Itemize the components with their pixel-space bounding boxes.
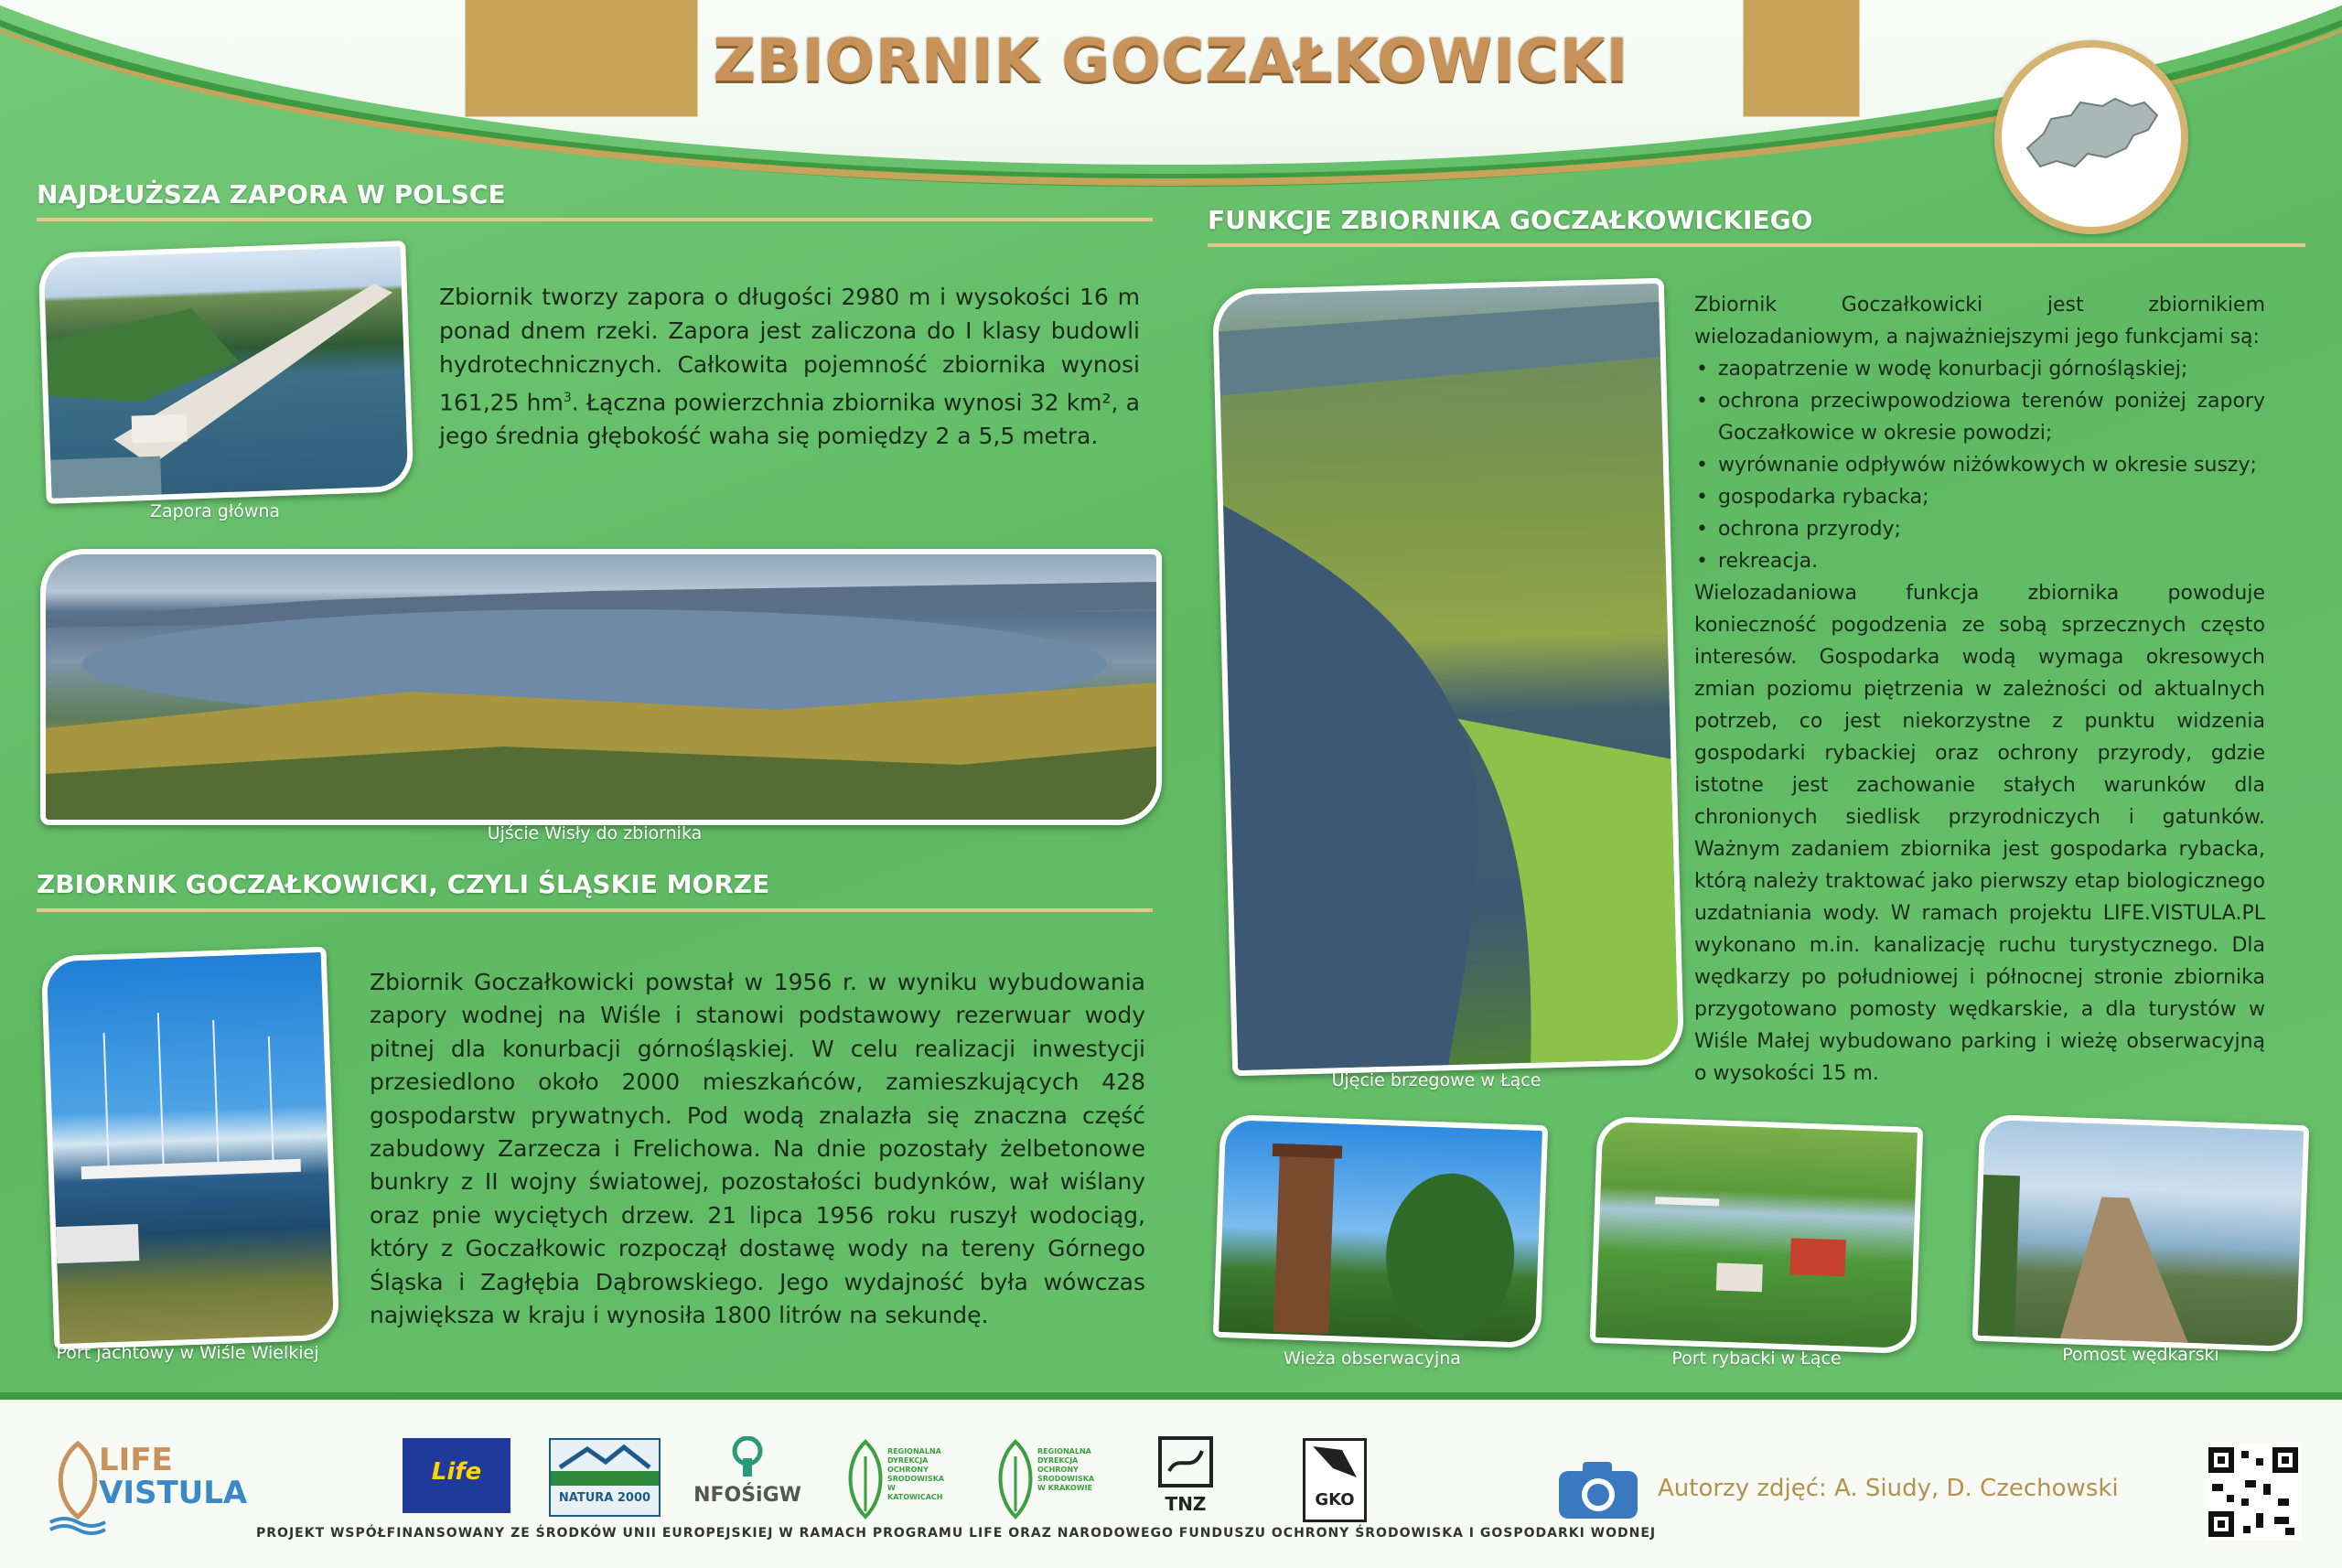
section2-text: Zbiornik Goczałkowicki powstał w 1956 r. w wyniku wybudowania zapory wodnej na Wiśle i stanowi podstawowy rezerwuar wody pitnej dla konurbacji górnośląskiej. W celu realizacji inwestycji przesiedlono około 2000 mieszkańców, zamieszkujących 428 gospodarstw prywatnych. Pod wodą znalazła się znaczna część zabudowy Zarzecza i Frelichowa. Na dnie pozostały żelbetonowe bunkry z II wojny światowej, pozostałości budynków, wał wiślany oraz pnie wyciętych drzew. 21 lipca 1956 roku ruszył wodociąg, który z Goczałkowic rozpoczął dostawę wody na tereny Górnego Śląska i Zagłębia Dąbrowskiego. Jego wydajność była wówczas największa w kraju i wynosiła 1800 litrów na sekundę.: [370, 969, 1145, 1329]
gko-logo: [1303, 1438, 1367, 1522]
caption-yacht-port: Port jachtowy w Wiśle Wielkiej: [56, 1343, 319, 1363]
nfosigw-logo-text: NFOŚiGW: [693, 1484, 801, 1507]
caption-main-dam: Zapora główna: [149, 501, 281, 521]
eu-life-logo-text: Life: [431, 1458, 482, 1486]
rdos-line: W KRAKOWIE: [1037, 1484, 1093, 1492]
section1-text-main: Zbiornik tworzy zapora o długości 2980 m i wysokości 16 m ponad dnem rzeki. Zapora jest zaliczona do I klasy budowli hydrotechnicznych. Całkowita pojemność zbiornika wynosi: [439, 284, 1140, 378]
section1-text: [439, 280, 1140, 453]
section1-text-sup: 3: [563, 391, 572, 405]
section-rule: [37, 218, 1153, 221]
photo-authors: Autorzy zdjęć: A. Siudy, D. Czechowski: [1658, 1475, 2119, 1502]
list-item: • gospodarka rybacka;: [1694, 481, 2265, 513]
life-vistula-logo: [46, 1434, 248, 1535]
life-vistula-logo-top: LIFE: [99, 1442, 173, 1478]
functions-text: Wielozadaniowa funkcja zbiornika powoduje konieczność pogodzenia ze sobą sprzecznych często interesów. Gospodarka wodą wymaga okresowych zmian poziomu piętrzenia w zależności od aktualnych potrzeb, co jest niekorzystne z punktu widzenia gospodarki rybackiej oraz ochrony przyrody, gdzie istotne jest zachowanie stałych warunków dla chronionych siedlisk przyrodniczych i gatunków. Ważnym zadaniem zbiornika jest gospodarka rybacka, którą należy traktować jako pierwszy etap biologicznego uzdatniania wody. W ramach projektu LIFE.VISTULA.PL wykonano m.in. kanalizację ruchu turystycznego. Dla wędkarzy po południowej i północnej stronie zbiornika przygotowano pomosty wędkarskie, a dla turystów w Wiśle Małej wybudowano parking i wieżę obserwacyjną o wysokości 15 m.: [1694, 582, 2265, 1085]
qr-code[interactable]: [2205, 1444, 2302, 1541]
photo-observation-tower: [1213, 1114, 1548, 1348]
section-title-functions: FUNKCJE ZBIORNIKA GOCZAŁKOWICKIEGO: [1208, 205, 1813, 235]
functions-intro: Zbiornik Goczałkowicki jest zbiornikiem wielozadaniowym, a najważniejszymi jego funkcjami są:: [1694, 294, 2265, 349]
photo-yacht-port: [41, 947, 340, 1350]
reservoir-outline-icon: [2024, 93, 2161, 176]
photo-fishing-port: [1590, 1116, 1923, 1354]
page-title: ZBIORNIK GOCZAŁKOWICKI: [713, 27, 1629, 95]
rdos-line: ŚRODOWISKA: [887, 1475, 945, 1483]
rdos-line: REGIONALNA: [887, 1447, 941, 1455]
reservoir-map-badge: [1994, 40, 2188, 234]
caption-vistula-inflow: Ujście Wisły do zbiornika: [487, 823, 703, 843]
section-rule: [37, 908, 1153, 912]
section-title-dam: NAJDŁUŻSZA ZAPORA W POLSCE: [37, 179, 506, 209]
section3-text: [1694, 289, 2265, 1090]
natura-2000-logo-text: NATURA 2000: [558, 1491, 651, 1505]
rdos-line: OCHRONY: [887, 1466, 929, 1474]
list-item: • rekreacja.: [1694, 545, 2265, 577]
section1-text-volume: 161,25 hm: [439, 389, 564, 416]
rdos-line: DYREKCJA: [887, 1456, 929, 1465]
caption-observation-tower: Wieża obserwacyjna: [1284, 1348, 1461, 1369]
rdos-krakow-logo: [995, 1434, 1096, 1526]
list-item: • ochrona przyrody;: [1694, 513, 2265, 545]
tnz-logo: [1156, 1434, 1215, 1522]
list-item: • zaopatrzenie w wodę konurbacji górnośląskiej;: [1694, 353, 2265, 385]
rdos-line: DYREKCJA: [1037, 1456, 1079, 1465]
nfosigw-logo: [688, 1436, 807, 1519]
rdos-katowice-logo: [845, 1434, 946, 1526]
life-vistula-logo-bottom: VISTULA: [99, 1475, 248, 1511]
photo-main-dam: [38, 241, 414, 504]
photo-fishing-pier: [1972, 1114, 2309, 1352]
natura-2000-logo: [549, 1438, 661, 1517]
rdos-line: ŚRODOWISKA: [1037, 1475, 1095, 1483]
photo-vistula-inflow: [40, 549, 1162, 825]
caption-fishing-pier: Pomost wędkarski: [2062, 1345, 2219, 1365]
caption-shore-intake: Ujęcie brzegowe w Łące: [1331, 1070, 1542, 1090]
photo-shore-intake: [1212, 278, 1684, 1077]
camera-icon: [1555, 1456, 1641, 1522]
eu-life-logo: [403, 1438, 510, 1513]
rdos-line: OCHRONY: [1037, 1466, 1079, 1474]
list-item: • ochrona przeciwpowodziowa terenów poniżej zapory Goczałkowice w okresie powodzi;: [1694, 385, 2265, 449]
section-rule: [1208, 243, 2305, 247]
funding-note: PROJEKT WSPÓŁFINANSOWANY ZE ŚRODKÓW UNII EUROPEJSKIEJ W RAMACH PROGRAMU LIFE ORAZ NARODOWEGO FUNDUSZU OCHRONY ŚRODOWISKA I GOSPODARKI WODNEJ: [256, 1526, 1657, 1541]
gko-logo-text: GKO: [1315, 1490, 1355, 1509]
rdos-line: W KATOWICACH: [887, 1484, 943, 1501]
caption-fishing-port: Port rybacki w Łące: [1671, 1348, 1842, 1369]
rdos-line: REGIONALNA: [1037, 1447, 1091, 1455]
functions-list: [1694, 353, 2265, 577]
list-item: • wyrównanie odpływów niżówkowych w okresie suszy;: [1694, 449, 2265, 481]
section1-text-rest: . Łączna powierzchnia zbiornika wynosi 32 km², a jego średnia głębokość waha się pomiędzy 2 a 5,5 metra.: [439, 389, 1140, 450]
rdos-krakow-text: [1037, 1447, 1094, 1493]
tnz-logo-text: TNZ: [1165, 1493, 1207, 1515]
section-title-silesian-sea: ZBIORNIK GOCZAŁKOWICKI, CZYLI ŚLĄSKIE MORZE: [37, 869, 770, 899]
rdos-katowice-text: [887, 1447, 946, 1502]
